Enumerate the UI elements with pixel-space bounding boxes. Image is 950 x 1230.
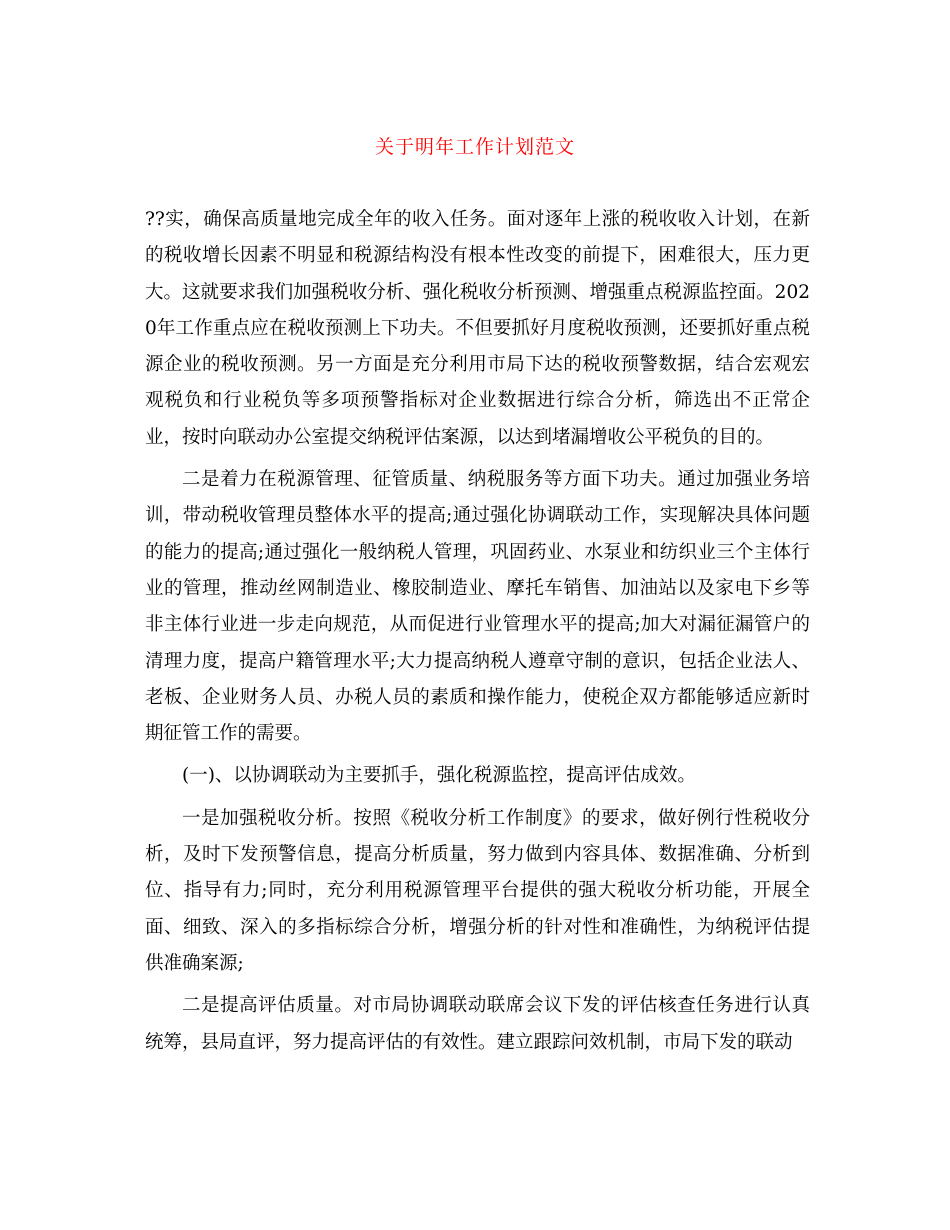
paragraph-4: 一是加强税收分析。按照《税收分析工作制度》的要求，做好例行性税收分析，及时下发预警信息，提高分析质量，努力做到内容具体、数据准确、分析到位、指导有力;同时，充分利用税源管理平台提供的强大税收分析功能，开展全面、细致、深入的多指标综合分析，增强分析的针对性和准确性，为纳税评估提供准确案源;	[145, 807, 810, 974]
document-title: 关于明年工作计划范文	[374, 136, 575, 158]
paragraph-1: ??实，确保高质量地完成全年的收入任务。面对逐年上涨的税收收入计划，在新的税收增长因素不明显和税源结构没有根本性改变的前提下，困难很大，压力更大。这就要求我们加强税收分析、强化税收分析预测、增强重点税源监控面。2020年工作重点应在税收预测上下功夫。不但要抓好月度税收预测，还要抓好重点税源企业的税收预测。另一方面是充分利用市局下达的税收预警数据，结合宏观宏观税负和行业税负等多项预警指标对企业数据进行综合分析，筛选出不正常企业，按时向联动办公室提交纳税评估案源，以达到堵漏增收公平税负的目的。	[145, 209, 810, 448]
document-body	[145, 202, 810, 1067]
paragraph-2: 二是着力在税源管理、征管质量、纳税服务等方面下功夫。通过加强业务培训，带动税收管理员整体水平的提高;通过强化协调联动工作，实现解决具体问题的能力的提高;通过强化一般纳税人管理，巩固药业、水泵业和纺织业三个主体行业的管理，推动丝网制造业、橡胶制造业、摩托车销售、加油站以及家电下乡等非主体行业进一步走向规范，从而促进行业管理水平的提高;加大对漏征漏管户的清理力度，提高户籍管理水平;大力提高纳税人遵章守制的意识，包括企业法人、老板、企业财务人员、办税人员的素质和操作能力，使税企双方都能够适应新时期征管工作的需要。	[145, 469, 810, 745]
paragraph-3: (一)、以协调联动为主要抓手，强化税源监控，提高评估成效。	[182, 765, 696, 787]
paragraph-5: 二是提高评估质量。对市局协调联动联席会议下发的评估核查任务进行认真统筹，县局直评，努力提高评估的有效性。建立跟踪问效机制，市局下发的联动	[145, 995, 810, 1053]
